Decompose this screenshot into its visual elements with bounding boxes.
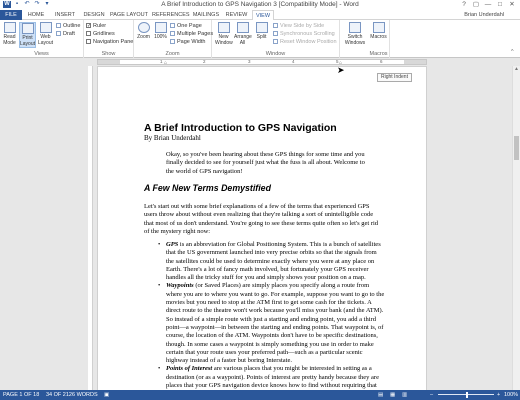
- document-author: By Brian Underdahl: [144, 134, 201, 142]
- tab-home[interactable]: HOME: [27, 12, 45, 18]
- new-window-button[interactable]: [215, 22, 232, 46]
- read-mode-status-icon[interactable]: ▤: [378, 392, 384, 398]
- ruler-number: 3: [248, 59, 251, 64]
- zoom-slider-thumb[interactable]: [466, 392, 468, 398]
- document-title: A Brief Introduction to GPS Navigation: [144, 122, 337, 134]
- zoom-label: Zoom: [137, 34, 150, 40]
- ruler-checkbox[interactable]: [86, 23, 106, 30]
- tab-design[interactable]: DESIGN: [83, 12, 105, 18]
- views-group: [0, 20, 84, 58]
- macros-group: [368, 20, 390, 58]
- switch-windows-icon: [349, 22, 361, 33]
- scrollbar-thumb[interactable]: [514, 136, 519, 160]
- tab-file[interactable]: FILE: [0, 10, 22, 20]
- page-count[interactable]: PAGE 1 OF 18: [3, 392, 40, 398]
- draft-icon: [56, 31, 61, 36]
- ruler-number: 6: [380, 59, 383, 64]
- web-layout-status-icon[interactable]: ▥: [402, 392, 408, 398]
- right-indent-marker[interactable]: ⌂: [339, 60, 343, 66]
- show-group: [84, 20, 134, 58]
- ruler-number: 4: [292, 59, 295, 64]
- sync-scroll-label: Synchronous Scrolling: [280, 31, 335, 37]
- save-icon[interactable]: ▪: [15, 1, 19, 7]
- term-label: Points of Interest: [166, 365, 213, 373]
- page-width-label: Page Width: [177, 39, 206, 45]
- zoom-100-label: 100%: [154, 34, 167, 40]
- tab-page-layout[interactable]: PAGE LAYOUT: [110, 12, 149, 18]
- zoom-100-button[interactable]: [152, 22, 169, 40]
- window-title: A Brief Introduction to GPS Navigation 3 [Compatibility Mode] - Word: [161, 1, 359, 8]
- macros-label: Macros: [370, 34, 387, 40]
- print-layout-label: Print Layout: [20, 35, 36, 47]
- page-width-icon: [170, 39, 175, 44]
- customize-qat-icon[interactable]: ▾: [45, 1, 49, 7]
- one-page-icon: [170, 23, 175, 28]
- magnifier-icon: [138, 22, 150, 33]
- collapse-ribbon-icon[interactable]: ^: [511, 49, 514, 55]
- right-margin-shade: [404, 60, 426, 64]
- left-indent-marker[interactable]: ⌂: [164, 60, 168, 66]
- minimize-button[interactable]: —: [484, 1, 492, 8]
- horizontal-ruler-area: [0, 58, 520, 66]
- zoom-out-button[interactable]: –: [430, 392, 434, 398]
- draft-button[interactable]: [56, 31, 75, 38]
- outline-button[interactable]: [56, 23, 80, 30]
- split-button[interactable]: [253, 22, 270, 40]
- right-indent-tooltip: Right Indent: [377, 73, 412, 82]
- macros-button[interactable]: [370, 22, 387, 40]
- gridlines-label: Gridlines: [93, 31, 115, 37]
- nav-pane-label: Navigation Pane: [93, 39, 134, 45]
- views-group-label: Views: [34, 51, 49, 57]
- redo-icon[interactable]: ↷: [34, 1, 40, 7]
- web-layout-icon: [40, 22, 52, 33]
- sync-scroll-icon: [273, 31, 278, 36]
- tab-review[interactable]: REVIEW: [225, 12, 248, 18]
- list-item: [158, 282, 386, 365]
- ribbon-tabs: [0, 10, 520, 20]
- terms-list: [158, 241, 386, 399]
- one-page-label: One Page: [177, 23, 202, 29]
- window-group: [212, 20, 340, 58]
- maximize-button[interactable]: □: [498, 1, 502, 8]
- web-layout-button[interactable]: [37, 22, 54, 46]
- arrange-all-icon: [237, 22, 249, 33]
- window-controls: [458, 0, 518, 9]
- ruler-number: 5: [336, 59, 339, 64]
- side-by-side-icon: [273, 23, 278, 28]
- page-width-button[interactable]: [170, 39, 205, 46]
- document-area: [0, 66, 512, 390]
- multiple-pages-label: Multiple Pages: [177, 31, 214, 37]
- web-layout-label: Web Layout: [37, 34, 53, 46]
- user-name[interactable]: Brian Underdahl: [464, 12, 504, 18]
- one-page-button[interactable]: [170, 23, 202, 30]
- reset-position-label: Reset Window Position: [280, 39, 337, 45]
- macros-icon: [373, 22, 385, 33]
- left-margin-shade: [98, 60, 120, 64]
- ruler-number: 1: [160, 59, 163, 64]
- ribbon-display-button[interactable]: ▢: [472, 1, 480, 8]
- draft-label: Draft: [63, 31, 75, 37]
- zoom-in-button[interactable]: +: [497, 392, 501, 398]
- ruler-label: Ruler: [93, 23, 107, 29]
- intro-paragraph: Okay, so you've been hearing about these GPS things for some time and you finally decided to see for yourself just what the fuss is all about. Welcome to the world of GPS navigation!: [166, 151, 365, 175]
- close-button[interactable]: ✕: [509, 1, 515, 8]
- split-label: Split: [256, 34, 267, 40]
- section-heading: A Few New Terms Demystified: [144, 183, 271, 193]
- arrange-all-button[interactable]: [234, 22, 251, 46]
- show-group-label: Show: [101, 51, 116, 57]
- word-count[interactable]: 34 OF 2126 WORDS: [46, 392, 98, 398]
- side-by-side-label: View Side by Side: [280, 23, 325, 29]
- switch-windows-group: [340, 20, 368, 58]
- help-button[interactable]: ?: [462, 1, 466, 8]
- term-definition: are various places that you might be interested in setting as a destination (or as a waypoint). Points of interest are pretty handy because they are places that your GPS navigation device knows how to find without requiring that: [166, 365, 379, 390]
- zoom-button[interactable]: [135, 22, 152, 40]
- new-window-label: New Window: [215, 34, 233, 46]
- read-mode-icon: [4, 22, 16, 33]
- reset-position-icon: [273, 39, 278, 44]
- status-bar: [0, 390, 520, 400]
- checkbox-box: [86, 39, 91, 44]
- zoom-level[interactable]: 100%: [504, 392, 519, 398]
- vertical-scrollbar[interactable]: [512, 66, 520, 390]
- outline-icon: [56, 23, 61, 28]
- gridlines-checkbox[interactable]: [86, 31, 115, 38]
- synchronous-scrolling-button[interactable]: [273, 31, 335, 38]
- title-bar: [0, 0, 520, 10]
- check-icon: ✓: [87, 23, 92, 30]
- view-side-by-side-button[interactable]: [273, 23, 324, 30]
- zoom-group-label: Zoom: [165, 51, 180, 57]
- checkbox-box: [86, 31, 91, 36]
- term-definition: (or Saved Places) are simply places you specify along a route from where you are to where you want to go. For example, suppose you want to go to the movies but you need to stop at the ATM first to get some cash for the tickets. A direct route to the theatre won't work because you'll miss your bank (and the ATM). So instead of a simple route with just a starting and ending point, you add a third point—a waypoint—in between the starting and ending points. That waypoint is, of course, the location of the ATM. Waypoints don't have to be specific destinations, though. In some cases a waypoint is simply something you use in order to make certain that your route uses your preferred path—such as a particular scenic highway instead of a faster but boring Interstate.: [166, 282, 385, 365]
- body-paragraph: Let's start out with some brief explanations of a few of the terms that experienced GPS users throw about without even realizing that they're talking a sort of unintelligible code that most of us don't understand. You're going to see these terms quite often so let's get rid of the mystery right now:: [144, 203, 379, 235]
- split-icon: [256, 22, 268, 33]
- outline-label: Outline: [63, 23, 81, 29]
- word-logo-icon: W: [4, 1, 10, 7]
- horizontal-ruler[interactable]: [97, 59, 427, 65]
- print-layout-icon: [22, 23, 34, 34]
- switch-windows-label: Switch Windows: [344, 34, 366, 46]
- navigation-pane-checkbox[interactable]: [86, 39, 133, 46]
- list-item: [158, 241, 386, 282]
- switch-windows-button[interactable]: [343, 22, 367, 46]
- read-mode-button[interactable]: [1, 22, 18, 46]
- read-mode-label: Read Mode: [3, 34, 16, 46]
- document-page[interactable]: [97, 66, 427, 396]
- zoom-group: [134, 20, 212, 58]
- zoom-100-icon: [155, 22, 167, 33]
- new-window-icon: [218, 22, 230, 33]
- scroll-up-icon[interactable]: ▲: [514, 66, 519, 72]
- vertical-ruler[interactable]: [88, 66, 93, 390]
- term-label: GPS: [166, 241, 179, 248]
- undo-icon[interactable]: ↶: [24, 1, 30, 7]
- term-definition: is an abbreviation for Global Positioning System. This is a bunch of satellites that the US government launched into very precise orbits so that the signals from the satellites could be used to determine exactly where you were at any place on Earth. There's a lot of fancy math involved, but fortunately your GPS receiver handles all the tricky stuff for you and simply shows your position on a map.: [166, 241, 381, 282]
- tab-insert[interactable]: INSERT: [54, 12, 76, 18]
- print-layout-button[interactable]: [19, 22, 36, 48]
- term-label: Waypoints: [166, 282, 194, 290]
- tab-mailings[interactable]: MAILINGS: [192, 12, 220, 18]
- ruler-number: 2: [203, 59, 206, 64]
- proofing-icon[interactable]: ▣: [104, 392, 110, 398]
- tab-references[interactable]: REFERENCES: [152, 12, 190, 18]
- print-layout-status-icon[interactable]: ▦: [390, 392, 396, 398]
- arrange-all-label: Arrange All: [234, 34, 252, 46]
- reset-window-position-button[interactable]: [273, 39, 337, 46]
- multiple-pages-button[interactable]: [170, 31, 213, 38]
- multiple-pages-icon: [170, 31, 175, 36]
- ribbon: [0, 20, 520, 58]
- window-group-label: Window: [265, 51, 286, 57]
- tab-view[interactable]: VIEW: [252, 10, 274, 21]
- mouse-pointer-icon: ➤: [337, 65, 345, 75]
- macros-group-label: Macros: [369, 51, 388, 57]
